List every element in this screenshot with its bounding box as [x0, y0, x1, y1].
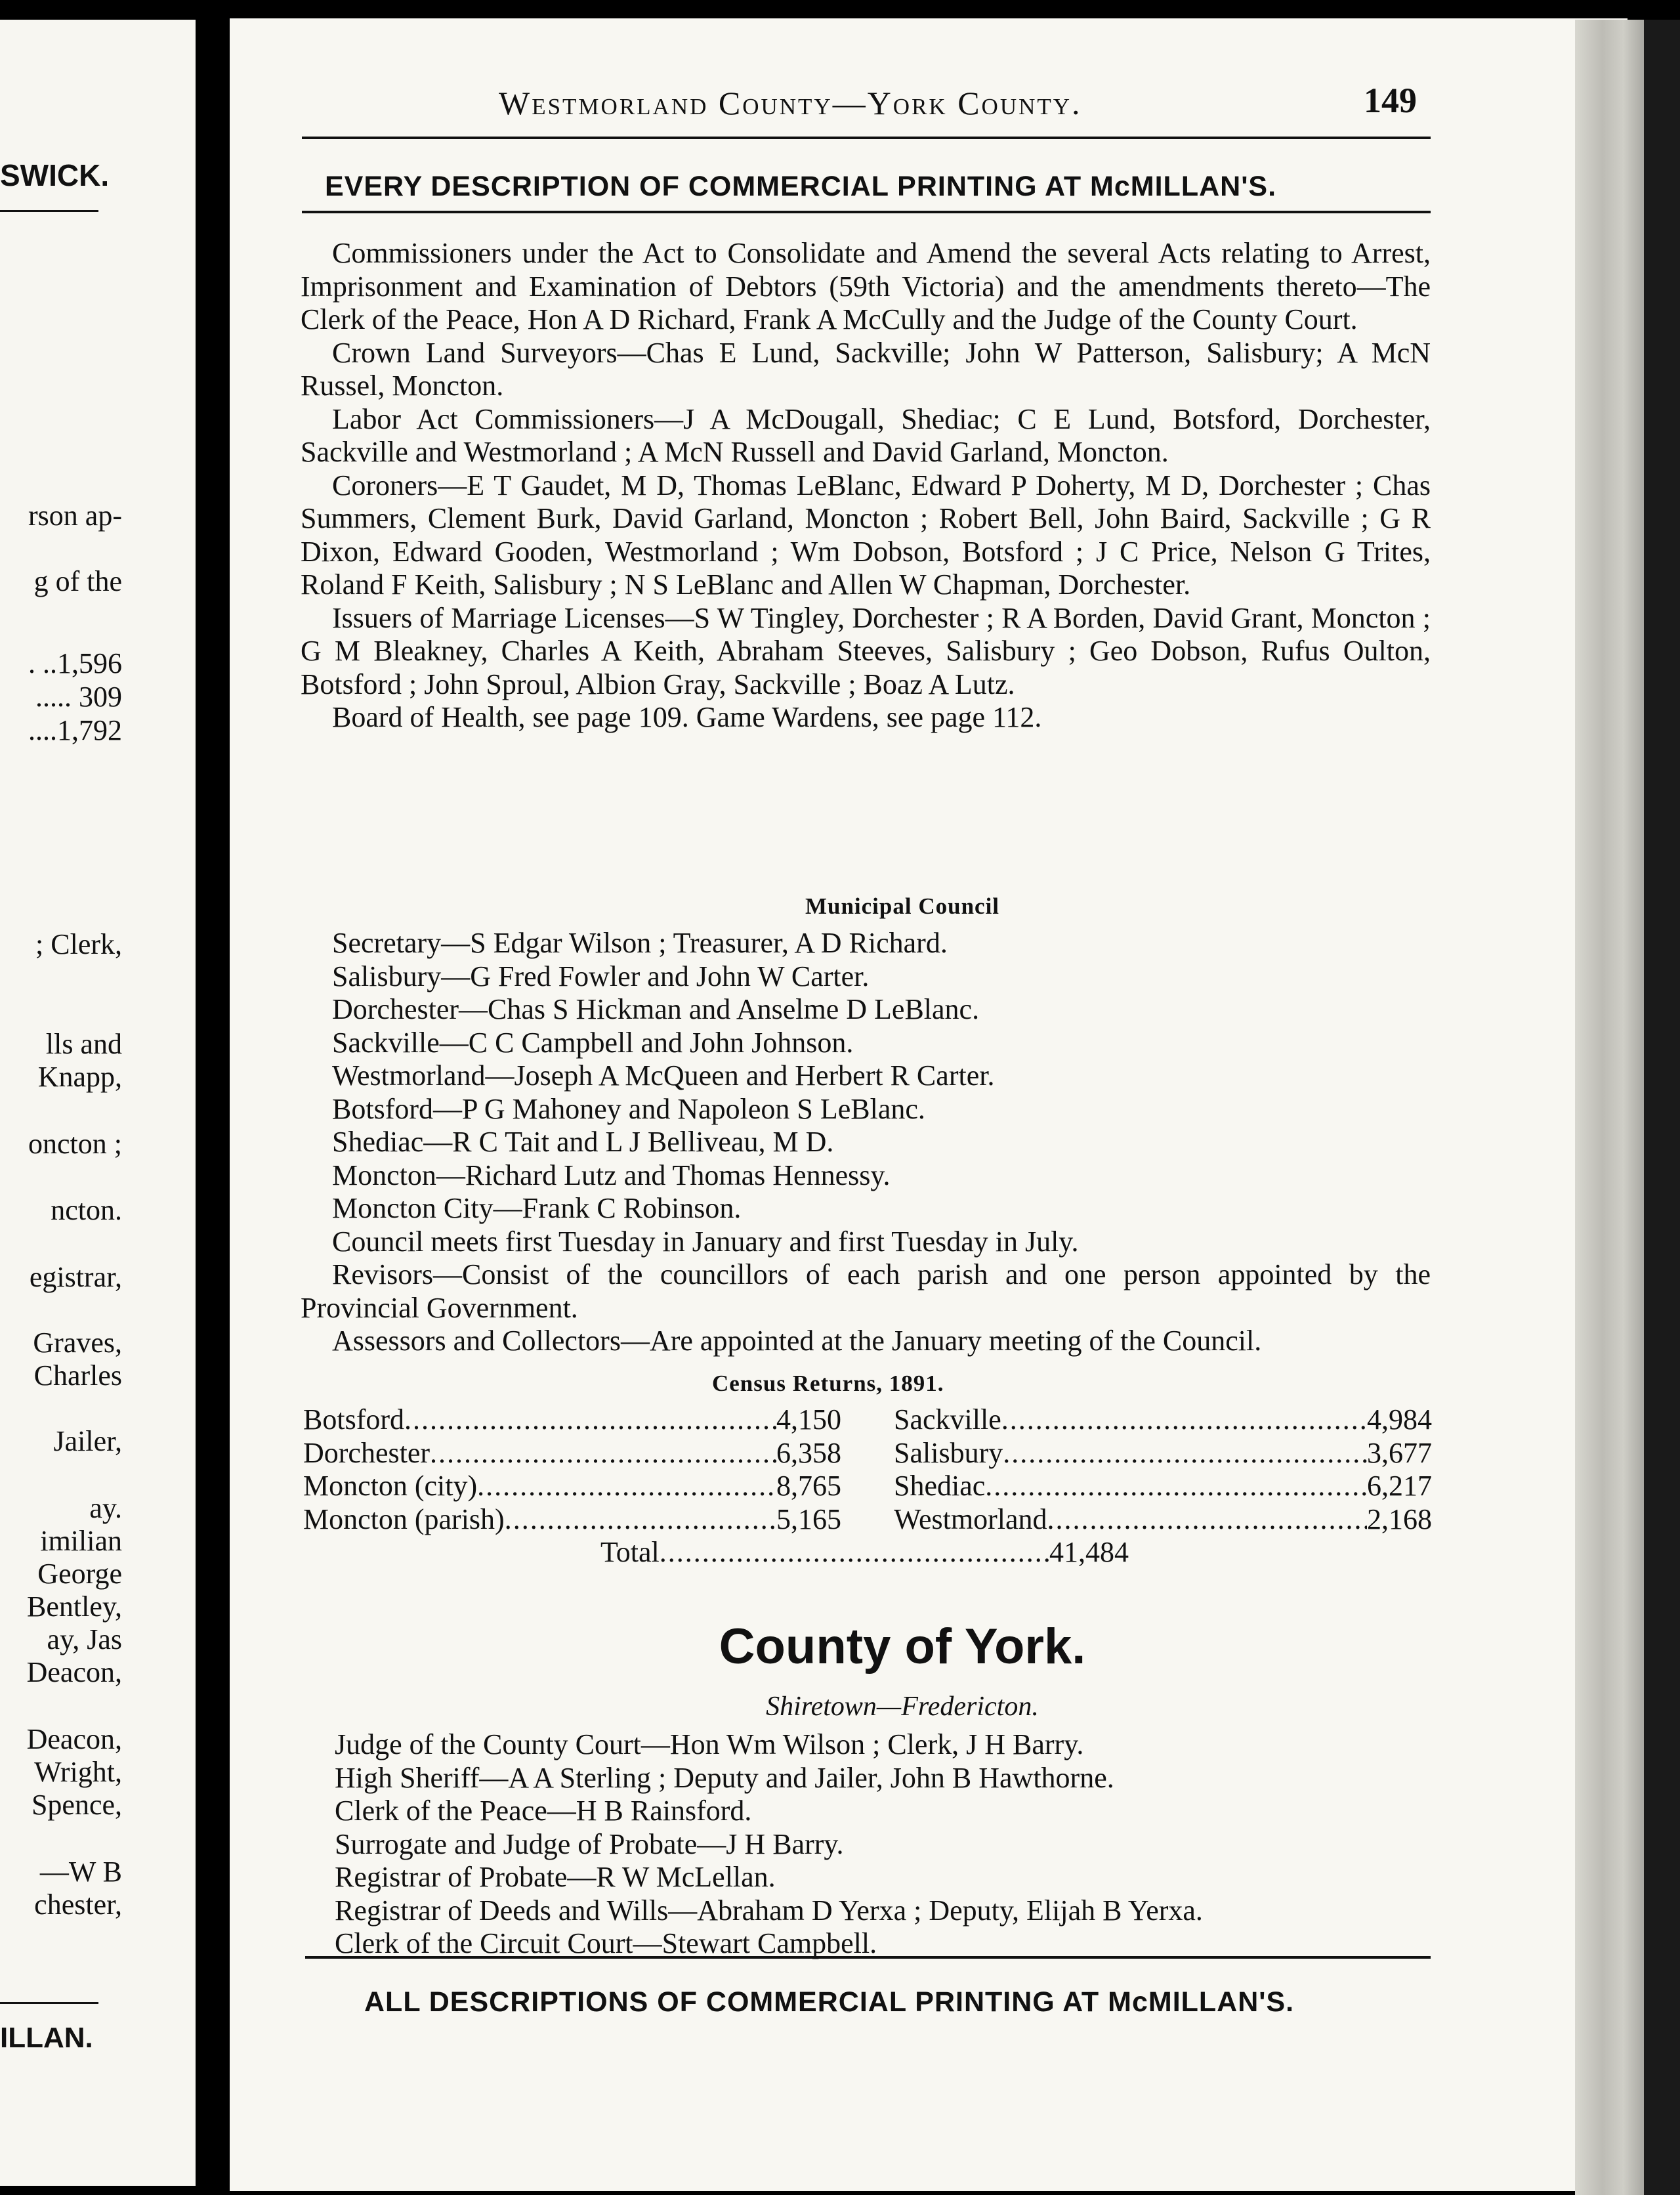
- westmorland-officials: [301, 237, 1431, 735]
- census-value: 6,217: [1367, 1470, 1432, 1502]
- census-column-right: [894, 1403, 1432, 1536]
- left-page-line: ay, Jas: [47, 1623, 122, 1655]
- left-page-line: ..... 309: [35, 681, 122, 713]
- book-gutter: [196, 0, 230, 2195]
- census-place: Moncton (city): [303, 1470, 478, 1502]
- census-total: [600, 1536, 1129, 1569]
- council-line: Dorchester—Chas S Hickman and Anselme D LeBlanc.: [332, 993, 980, 1025]
- banner-rule: [302, 211, 1431, 213]
- health-and-game-note: Board of Health, see page 109. Game Wardens, see page 112.: [332, 701, 1042, 733]
- york-line: Judge of the County Court—Hon Wm Wilson ; Clerk, J H Barry.: [335, 1728, 1084, 1760]
- census-column-left: [303, 1403, 841, 1536]
- census-value: 4,984: [1367, 1403, 1432, 1436]
- council-line: Moncton City—Frank C Robinson.: [332, 1192, 742, 1224]
- left-page-line: ncton.: [51, 1194, 122, 1226]
- labor-act-commissioners: Labor Act Commissioners—J A McDougall, Shediac; C E Lund, Botsford, Dorchester, Sackville and Westmorland ; A McN Russell and David Garland, Moncton.: [301, 402, 1431, 468]
- left-page-line: Graves,: [33, 1327, 122, 1359]
- council-line: Council meets first Tuesday in January and first Tuesday in July.: [332, 1225, 1079, 1258]
- council-line: Sackville—C C Campbell and John Johnson.: [332, 1026, 854, 1059]
- census-row: [894, 1403, 1432, 1437]
- municipal-council-list: [301, 927, 1431, 1358]
- york-line: High Sheriff—A A Sterling ; Deputy and Jailer, John B Hawthorne.: [335, 1761, 1114, 1794]
- left-page-line: g of the: [33, 565, 122, 597]
- advert-banner-top: EVERY DESCRIPTION OF COMMERCIAL PRINTING AT McMILLAN'S.: [325, 171, 1277, 202]
- census-row: [894, 1437, 1432, 1470]
- previous-page-fragment: [0, 20, 196, 2186]
- council-line: Shediac—R C Tait and L J Belliveau, M D.: [332, 1126, 834, 1158]
- municipal-council-heading: Municipal Council: [805, 893, 1000, 919]
- left-page-line: egistrar,: [29, 1261, 122, 1293]
- census-row: [303, 1470, 841, 1503]
- left-page-line: ....1,792: [28, 714, 122, 746]
- left-page-line: Knapp,: [37, 1061, 122, 1093]
- coroners: Coroners—E T Gaudet, M D, Thomas LeBlanc, Edward P Doherty, M D, Dorchester ; Chas Summers, Clement Burk, David Garland, Moncton ; Robert Bell, John Baird, Sackville ; G R Dixon, Edward Gooden, Westmorland ; Wm Dobson, Botsford ; J C Price, Nelson G Trites, Roland F Keith, Salisbury ; N S LeBlanc and Allen W Chapman, Dorchester.: [301, 469, 1431, 601]
- left-page-line: oncton ;: [28, 1128, 122, 1160]
- council-line: Westmorland—Joseph A McQueen and Herbert R Carter.: [332, 1059, 995, 1092]
- york-line: Clerk of the Circuit Court—Stewart Campbell.: [335, 1927, 877, 1959]
- assessors-paragraph: Assessors and Collectors—Are appointed at the January meeting of the Council.: [332, 1325, 1262, 1357]
- census-row: [303, 1437, 841, 1470]
- left-page-line: Charles: [33, 1359, 122, 1392]
- census-value: 3,677: [1367, 1436, 1432, 1469]
- census-row: [894, 1470, 1432, 1503]
- census-value: 4,150: [776, 1403, 841, 1436]
- census-row: [303, 1503, 841, 1537]
- header-rule: [302, 137, 1431, 139]
- york-line: Surrogate and Judge of Probate—J H Barry.: [335, 1827, 844, 1860]
- page-stack-edge: [1575, 20, 1644, 2195]
- census-total-value: 41,484: [1049, 1536, 1129, 1568]
- census-place: Botsford: [303, 1403, 404, 1436]
- census-value: 2,168: [1367, 1502, 1432, 1535]
- left-page-line: George: [37, 1558, 122, 1590]
- left-page-line: Deacon,: [26, 1656, 122, 1688]
- left-page-footer: ILLAN.: [0, 2022, 93, 2054]
- left-page-line: Jailer,: [53, 1425, 122, 1457]
- census-value: 5,165: [776, 1502, 841, 1535]
- census-row: [303, 1403, 841, 1437]
- york-shiretown: Shiretown—Fredericton.: [766, 1692, 1039, 1722]
- census-heading: Census Returns, 1891.: [712, 1371, 944, 1396]
- debtors-commissioners: Commissioners under the Act to Consolidate and Amend the several Acts relating to Arrest, Imprisonment and Examination of Debtors (59th Victoria) and the amendments thereto—The Clerk of the Peace, Hon A D Richard, Frank A McCully and the Judge of the County Court.: [301, 237, 1431, 335]
- left-page-heading: SWICK.: [0, 158, 110, 192]
- page-number: 149: [1364, 81, 1417, 120]
- advert-banner-bottom: ALL DESCRIPTIONS OF COMMERCIAL PRINTING AT McMILLAN'S.: [364, 1986, 1295, 2018]
- census-total-label: Total: [600, 1536, 660, 1568]
- census-place: Dorchester: [303, 1436, 430, 1469]
- council-line: Secretary—S Edgar Wilson ; Treasurer, A D Richard.: [332, 927, 948, 959]
- left-page-line: imilian: [40, 1525, 122, 1557]
- census-place: Salisbury: [894, 1436, 1003, 1469]
- page-stack-shadow: [1644, 20, 1680, 2195]
- page-149: [230, 18, 1628, 2191]
- census-total-row: [600, 1536, 1129, 1569]
- left-page-line: Bentley,: [27, 1590, 122, 1623]
- marriage-license-issuers: Issuers of Marriage Licenses—S W Tingley, Dorchester ; R A Borden, David Grant, Moncton ; G M Bleakney, Charles A Keith, Abraham Steeves, Salisbury ; Geo Dobson, Rufus Oulton, Botsford ; John Sproul, Albion Gray, Sackville ; Boaz A Lutz.: [301, 601, 1431, 700]
- running-head: Westmorland County—York County.: [499, 85, 1082, 121]
- york-line: Clerk of the Peace—H B Rainsford.: [335, 1795, 752, 1827]
- census-value: 8,765: [776, 1470, 841, 1502]
- census-row: [894, 1503, 1432, 1537]
- york-line: Registrar of Probate—R W McLellan.: [335, 1861, 776, 1893]
- left-page-line: ; Clerk,: [35, 928, 122, 960]
- left-page-line: rson ap-: [28, 500, 122, 532]
- left-page-line: Spence,: [31, 1789, 122, 1821]
- council-line: Moncton—Richard Lutz and Thomas Hennessy.: [332, 1159, 891, 1191]
- council-line: Botsford—P G Mahoney and Napoleon S LeBlanc.: [332, 1092, 925, 1125]
- census-place: Sackville: [894, 1403, 1001, 1436]
- left-page-line: Wright,: [34, 1756, 122, 1788]
- york-county-title: County of York.: [719, 1619, 1086, 1674]
- revisors-paragraph: Revisors—Consist of the councillors of each parish and one person appointed by the Provincial Government.: [301, 1258, 1431, 1324]
- left-page-line: Deacon,: [26, 1723, 122, 1755]
- left-page-line: —W B: [39, 1856, 122, 1888]
- left-page-line: chester,: [34, 1888, 122, 1921]
- york-officials: [335, 1728, 1450, 1961]
- left-page-footer-rule: [0, 2002, 98, 2004]
- left-page-line: . ..1,596: [28, 647, 122, 679]
- census-value: 6,358: [776, 1436, 841, 1469]
- york-line: Registrar of Deeds and Wills—Abraham D Yerxa ; Deputy, Elijah B Yerxa.: [335, 1894, 1203, 1927]
- census-place: Westmorland: [894, 1502, 1047, 1535]
- census-place: Moncton (parish): [303, 1502, 505, 1535]
- left-page-line: lls and: [45, 1028, 122, 1060]
- council-line: Salisbury—G Fred Fowler and John W Carter.: [332, 960, 870, 992]
- footer-rule: [305, 1956, 1431, 1959]
- crown-land-surveyors: Crown Land Surveyors—Chas E Lund, Sackville; John W Patterson, Salisbury; A McN Russel, Moncton.: [301, 336, 1431, 402]
- census-place: Shediac: [894, 1470, 986, 1502]
- left-page-line: ay.: [89, 1492, 122, 1524]
- left-page-rule: [0, 210, 98, 212]
